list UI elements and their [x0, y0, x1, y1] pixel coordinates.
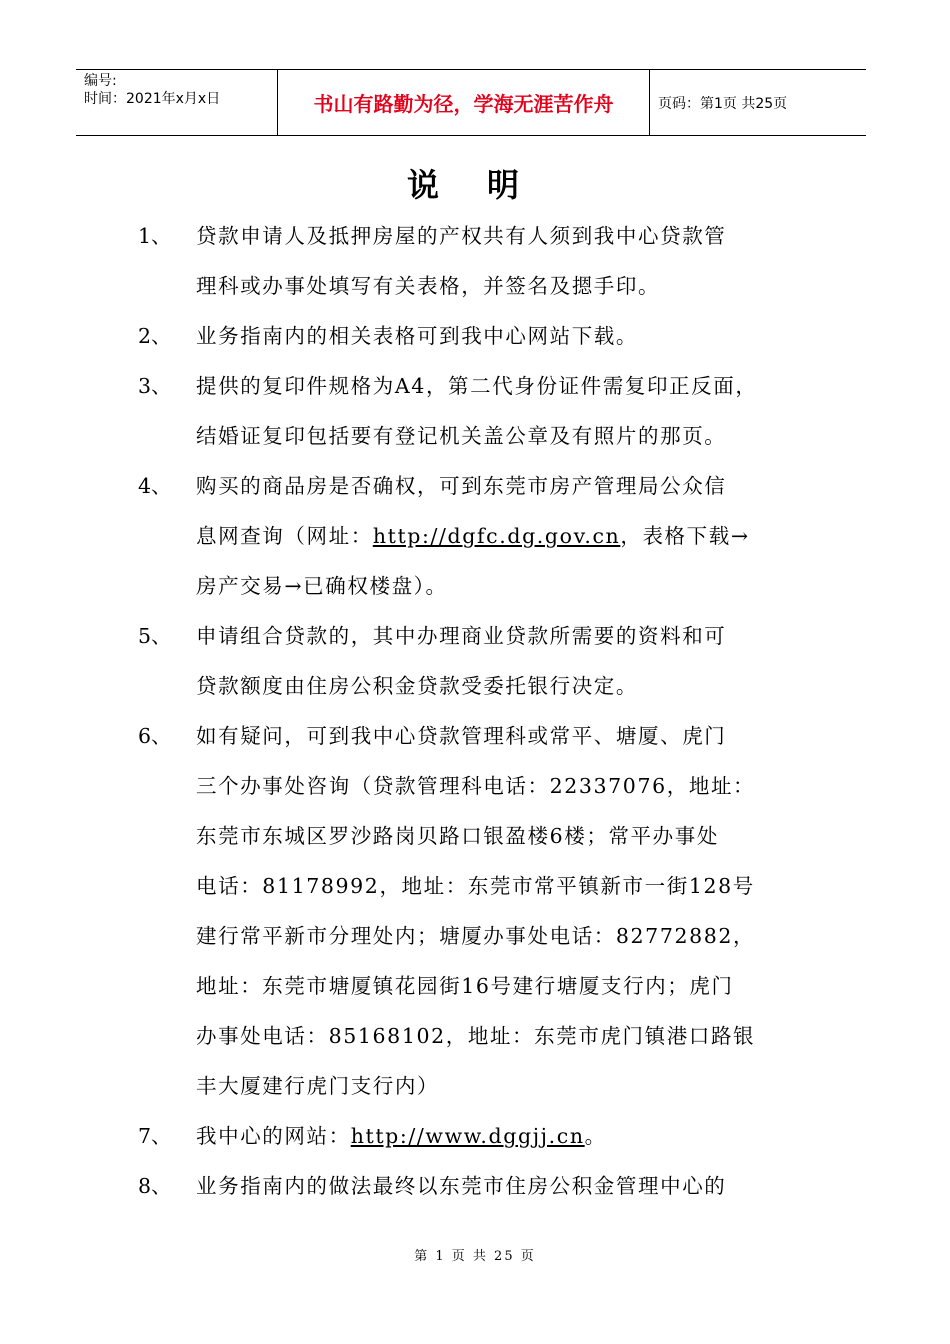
- item-line: 地址：东莞市塘厦镇花园街16号建行塘厦支行内；虎门: [196, 974, 734, 998]
- item-number: 6、: [138, 724, 172, 748]
- item-line: 购买的商品房是否确权，可到东莞市房产管理局公众信: [196, 474, 727, 498]
- item-text: ，表格下载→: [620, 524, 750, 548]
- item-line: [196, 511, 950, 561]
- list-item: [0, 361, 950, 461]
- item-line: 贷款申请人及抵押房屋的产权共有人须到我中心贷款管: [196, 224, 727, 248]
- item-number: 8、: [138, 1174, 172, 1198]
- header-motto: 书山有路勤为径，学海无涯苦作舟: [278, 70, 650, 135]
- item-line: 业务指南内的相关表格可到我中心网站下载。: [196, 324, 638, 348]
- item-line: 结婚证复印包括要有登记机关盖公章及有照片的那页。: [196, 424, 727, 448]
- item-number: 7、: [138, 1124, 172, 1148]
- header-page-label: 页码：第1页 共25页: [658, 95, 788, 112]
- list-item: [0, 211, 950, 311]
- item-line: 理科或办事处填写有关表格，并签名及摁手印。: [196, 274, 661, 298]
- item-line: 丰大厦建行虎门支行内）: [196, 1074, 440, 1098]
- item-line: 东莞市东城区罗沙路岗贝路口银盈楼6楼；常平办事处: [196, 824, 719, 848]
- item-line: 提供的复印件规格为A4，第二代身份证件需复印正反面，: [196, 374, 758, 398]
- list-item: [0, 711, 950, 1111]
- time-label: 时间：2021年x月x日: [84, 91, 221, 107]
- document-title: 说明: [406, 166, 567, 204]
- item-line: 业务指南内的做法最终以东莞市住房公积金管理中心的: [196, 1174, 727, 1198]
- item-number: 2、: [138, 324, 172, 348]
- item-line: 如有疑问，可到我中心贷款管理科或常平、塘厦、虎门: [196, 724, 727, 748]
- list-item: [0, 311, 950, 361]
- page-footer: 第 1 页 共 25 页: [414, 1249, 536, 1264]
- item-text: 息网查询（网址：: [196, 524, 373, 548]
- code-label: 编号:: [84, 73, 117, 89]
- item-line: 申请组合贷款的，其中办理商业贷款所需要的资料和可: [196, 624, 727, 648]
- item-line: [196, 1111, 950, 1161]
- center-website-link[interactable]: http://www.dggjj.cn: [350, 1124, 585, 1148]
- item-number: 3、: [138, 374, 172, 398]
- page-header: [76, 69, 866, 136]
- item-number: 5、: [138, 624, 172, 648]
- list-item: [0, 611, 950, 711]
- item-line: 办事处电话：85168102，地址：东莞市虎门镇港口路银: [196, 1024, 756, 1048]
- header-meta: [76, 70, 278, 135]
- item-line: 建行常平新市分理处内；塘厦办事处电话：82772882，: [196, 924, 756, 948]
- list-item: [0, 461, 950, 611]
- list-item: [0, 1111, 950, 1161]
- item-number: 1、: [138, 224, 172, 248]
- item-line: 房产交易→已确权楼盘）。: [196, 574, 448, 598]
- list-item: [0, 1161, 950, 1211]
- item-line: 电话：81178992，地址：东莞市常平镇新市一街128号: [196, 874, 755, 898]
- housing-bureau-link[interactable]: http://dgfc.dg.gov.cn: [372, 524, 621, 548]
- item-text: 。: [584, 1124, 607, 1148]
- item-line: 贷款额度由住房公积金贷款受委托银行决定。: [196, 674, 638, 698]
- item-number: 4、: [138, 474, 172, 498]
- item-text: 我中心的网站：: [196, 1124, 351, 1148]
- document-body: [0, 211, 950, 1211]
- item-line: 三个办事处咨询（贷款管理科电话：22337076，地址：: [196, 774, 756, 798]
